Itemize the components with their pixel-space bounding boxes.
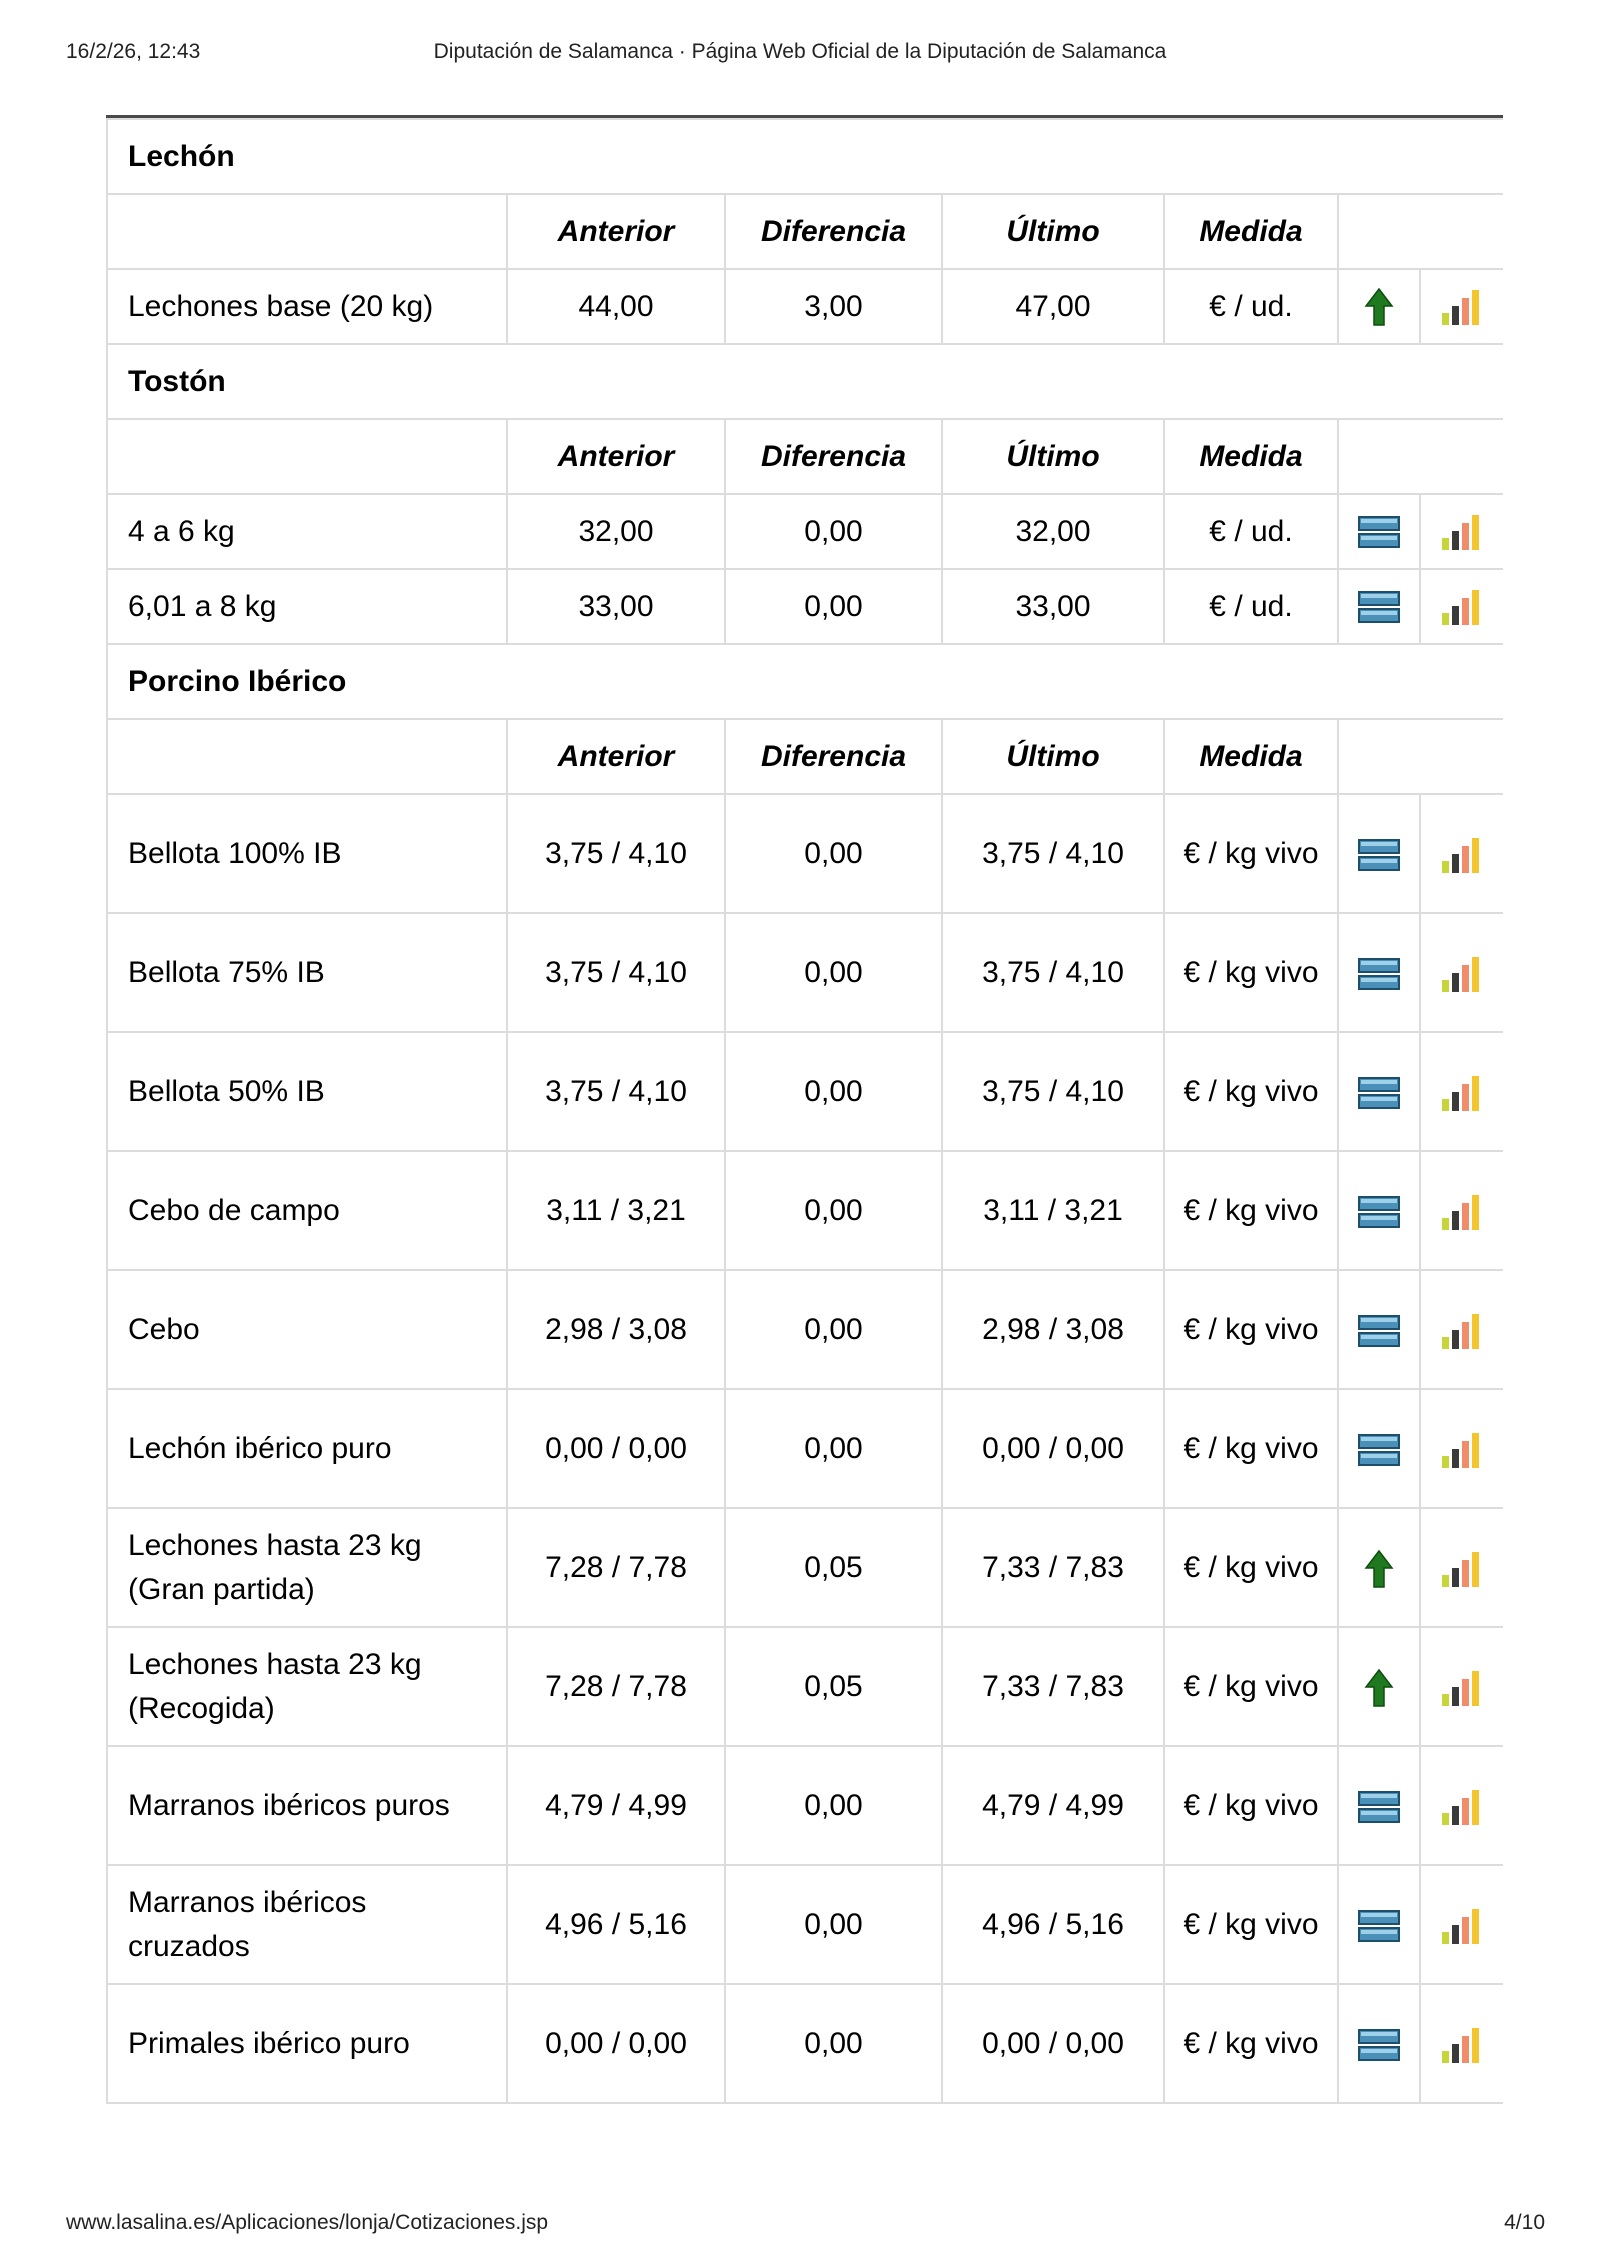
chart-link-cell[interactable] — [1420, 1389, 1503, 1508]
bar-chart-icon — [1440, 513, 1484, 551]
header-ultimo: Último — [942, 419, 1164, 494]
column-header-row — [107, 419, 1503, 494]
table-row — [107, 1508, 1503, 1627]
section-row — [107, 344, 1503, 419]
value-diferencia: 0,00 — [725, 569, 942, 644]
page-number: 4/10 — [1504, 2211, 1545, 2234]
value-anterior: 0,00 / 0,00 — [507, 1984, 725, 2103]
trend-cell — [1338, 1151, 1420, 1270]
product-name: Marranos ibéricos cruzados — [107, 1865, 507, 1984]
column-header-row — [107, 719, 1503, 794]
value-diferencia: 0,00 — [725, 1389, 942, 1508]
section-title: Lechón — [107, 119, 1503, 194]
value-medida: € / ud. — [1164, 569, 1338, 644]
header-icons-blank — [1338, 719, 1503, 794]
product-name: 6,01 a 8 kg — [107, 569, 507, 644]
trend-cell — [1338, 494, 1420, 569]
value-medida: € / kg vivo — [1164, 1865, 1338, 1984]
table-row — [107, 1151, 1503, 1270]
value-ultimo: 3,75 / 4,10 — [942, 1032, 1164, 1151]
bar-chart-icon — [1440, 955, 1484, 993]
value-ultimo: 47,00 — [942, 269, 1164, 344]
bar-chart-icon — [1440, 2026, 1484, 2064]
chart-link-cell[interactable] — [1420, 1151, 1503, 1270]
header-ultimo: Último — [942, 194, 1164, 269]
chart-link-cell[interactable] — [1420, 569, 1503, 644]
print-footer — [0, 2211, 1600, 2241]
print-url: www.lasalina.es/Aplicaciones/lonja/Cotizaciones.jsp — [66, 2211, 549, 2234]
table-row — [107, 1270, 1503, 1389]
table-row — [107, 1865, 1503, 1984]
equal-icon — [1358, 515, 1400, 549]
table-row — [107, 494, 1503, 569]
value-anterior: 7,28 / 7,78 — [507, 1508, 725, 1627]
value-ultimo: 32,00 — [942, 494, 1164, 569]
value-anterior: 32,00 — [507, 494, 725, 569]
price-table-container — [106, 115, 1503, 2148]
chart-link-cell[interactable] — [1420, 1508, 1503, 1627]
header-anterior: Anterior — [507, 719, 725, 794]
chart-link-cell[interactable] — [1420, 269, 1503, 344]
value-ultimo: 3,75 / 4,10 — [942, 913, 1164, 1032]
equal-icon — [1358, 2028, 1400, 2062]
value-ultimo: 0,00 / 0,00 — [942, 1984, 1164, 2103]
value-ultimo: 3,75 / 4,10 — [942, 794, 1164, 913]
trend-cell — [1338, 1270, 1420, 1389]
value-medida: € / kg vivo — [1164, 1508, 1338, 1627]
header-diferencia: Diferencia — [725, 719, 942, 794]
bar-chart-icon — [1440, 836, 1484, 874]
equal-icon — [1358, 590, 1400, 624]
arrow-up-icon — [1364, 287, 1394, 327]
value-diferencia: 0,00 — [725, 1865, 942, 1984]
value-medida: € / kg vivo — [1164, 1032, 1338, 1151]
chart-link-cell[interactable] — [1420, 1984, 1503, 2103]
equal-icon — [1358, 1909, 1400, 1943]
header-medida: Medida — [1164, 194, 1338, 269]
value-medida: € / kg vivo — [1164, 794, 1338, 913]
section-title: Tostón — [107, 344, 1503, 419]
header-blank — [107, 194, 507, 269]
trend-cell — [1338, 1389, 1420, 1508]
value-medida: € / kg vivo — [1164, 1746, 1338, 1865]
product-name: Marranos ibéricos puros — [107, 1746, 507, 1865]
value-diferencia: 0,00 — [725, 913, 942, 1032]
equal-icon — [1358, 957, 1400, 991]
bar-chart-icon — [1440, 288, 1484, 326]
header-medida: Medida — [1164, 419, 1338, 494]
table-row — [107, 1032, 1503, 1151]
chart-link-cell[interactable] — [1420, 1865, 1503, 1984]
trend-cell — [1338, 1032, 1420, 1151]
trend-cell — [1338, 913, 1420, 1032]
column-header-row — [107, 194, 1503, 269]
value-anterior: 3,75 / 4,10 — [507, 913, 725, 1032]
equal-icon — [1358, 1790, 1400, 1824]
chart-link-cell[interactable] — [1420, 1270, 1503, 1389]
value-medida: € / kg vivo — [1164, 1984, 1338, 2103]
table-row — [107, 269, 1503, 344]
value-ultimo: 33,00 — [942, 569, 1164, 644]
product-name: Bellota 75% IB — [107, 913, 507, 1032]
header-icons-blank — [1338, 419, 1503, 494]
table-row — [107, 1746, 1503, 1865]
equal-icon — [1358, 1433, 1400, 1467]
trend-cell — [1338, 1746, 1420, 1865]
value-anterior: 0,00 / 0,00 — [507, 1389, 725, 1508]
product-name: Lechones hasta 23 kg (Recogida) — [107, 1627, 507, 1746]
value-diferencia: 0,00 — [725, 794, 942, 913]
equal-icon — [1358, 1076, 1400, 1110]
header-blank — [107, 719, 507, 794]
value-diferencia: 0,00 — [725, 1746, 942, 1865]
table-row — [107, 1389, 1503, 1508]
header-diferencia: Diferencia — [725, 194, 942, 269]
table-row — [107, 1627, 1503, 1746]
product-name: 4 a 6 kg — [107, 494, 507, 569]
chart-link-cell[interactable] — [1420, 1627, 1503, 1746]
trend-cell — [1338, 1984, 1420, 2103]
chart-link-cell[interactable] — [1420, 913, 1503, 1032]
table-row — [107, 913, 1503, 1032]
header-diferencia: Diferencia — [725, 419, 942, 494]
value-medida: € / ud. — [1164, 494, 1338, 569]
value-anterior: 3,75 / 4,10 — [507, 794, 725, 913]
value-anterior: 2,98 / 3,08 — [507, 1270, 725, 1389]
price-table — [106, 118, 1503, 2104]
trend-cell — [1338, 569, 1420, 644]
arrow-up-icon — [1364, 1549, 1394, 1589]
header-anterior: Anterior — [507, 194, 725, 269]
product-name: Cebo — [107, 1270, 507, 1389]
value-anterior: 4,96 / 5,16 — [507, 1865, 725, 1984]
value-diferencia: 0,00 — [725, 1984, 942, 2103]
equal-icon — [1358, 1314, 1400, 1348]
header-medida: Medida — [1164, 719, 1338, 794]
value-ultimo: 0,00 / 0,00 — [942, 1389, 1164, 1508]
value-anterior: 4,79 / 4,99 — [507, 1746, 725, 1865]
table-row — [107, 794, 1503, 913]
header-icons-blank — [1338, 194, 1503, 269]
value-medida: € / kg vivo — [1164, 913, 1338, 1032]
equal-icon — [1358, 838, 1400, 872]
arrow-up-icon — [1364, 1668, 1394, 1708]
product-name: Lechones base (20 kg) — [107, 269, 507, 344]
trend-cell — [1338, 794, 1420, 913]
value-ultimo: 2,98 / 3,08 — [942, 1270, 1164, 1389]
header-anterior: Anterior — [507, 419, 725, 494]
bar-chart-icon — [1440, 1669, 1484, 1707]
print-header — [0, 40, 1600, 70]
product-name: Cebo de campo — [107, 1151, 507, 1270]
value-diferencia: 0,00 — [725, 1270, 942, 1389]
value-diferencia: 0,00 — [725, 1151, 942, 1270]
equal-icon — [1358, 1195, 1400, 1229]
section-row — [107, 644, 1503, 719]
section-row — [107, 119, 1503, 194]
product-name: Lechón ibérico puro — [107, 1389, 507, 1508]
product-name: Bellota 50% IB — [107, 1032, 507, 1151]
bar-chart-icon — [1440, 1788, 1484, 1826]
value-diferencia: 0,00 — [725, 1032, 942, 1151]
bar-chart-icon — [1440, 1431, 1484, 1469]
value-medida: € / ud. — [1164, 269, 1338, 344]
bar-chart-icon — [1440, 588, 1484, 626]
chart-link-cell[interactable] — [1420, 1746, 1503, 1865]
chart-link-cell[interactable] — [1420, 794, 1503, 913]
table-row — [107, 1984, 1503, 2103]
value-diferencia: 0,00 — [725, 494, 942, 569]
chart-link-cell[interactable] — [1420, 1032, 1503, 1151]
print-datetime: 16/2/26, 12:43 — [66, 40, 201, 63]
table-row — [107, 569, 1503, 644]
trend-cell — [1338, 269, 1420, 344]
chart-link-cell[interactable] — [1420, 494, 1503, 569]
trend-cell — [1338, 1508, 1420, 1627]
value-medida: € / kg vivo — [1164, 1627, 1338, 1746]
value-anterior: 3,11 / 3,21 — [507, 1151, 725, 1270]
value-anterior: 7,28 / 7,78 — [507, 1627, 725, 1746]
product-name: Lechones hasta 23 kg (Gran partida) — [107, 1508, 507, 1627]
value-anterior: 33,00 — [507, 569, 725, 644]
value-ultimo: 3,11 / 3,21 — [942, 1151, 1164, 1270]
product-name: Primales ibérico puro — [107, 1984, 507, 2103]
value-diferencia: 0,05 — [725, 1508, 942, 1627]
bar-chart-icon — [1440, 1907, 1484, 1945]
header-ultimo: Último — [942, 719, 1164, 794]
bar-chart-icon — [1440, 1312, 1484, 1350]
product-name: Bellota 100% IB — [107, 794, 507, 913]
value-diferencia: 0,05 — [725, 1627, 942, 1746]
value-diferencia: 3,00 — [725, 269, 942, 344]
value-medida: € / kg vivo — [1164, 1389, 1338, 1508]
value-ultimo: 7,33 / 7,83 — [942, 1627, 1164, 1746]
value-ultimo: 4,79 / 4,99 — [942, 1746, 1164, 1865]
value-ultimo: 7,33 / 7,83 — [942, 1508, 1164, 1627]
value-anterior: 44,00 — [507, 269, 725, 344]
bar-chart-icon — [1440, 1550, 1484, 1588]
trend-cell — [1338, 1627, 1420, 1746]
bar-chart-icon — [1440, 1193, 1484, 1231]
value-ultimo: 4,96 / 5,16 — [942, 1865, 1164, 1984]
print-page-title: Diputación de Salamanca · Página Web Oficial de la Diputación de Salamanca — [433, 40, 1167, 63]
header-blank — [107, 419, 507, 494]
bar-chart-icon — [1440, 1074, 1484, 1112]
value-anterior: 3,75 / 4,10 — [507, 1032, 725, 1151]
section-title: Porcino Ibérico — [107, 644, 1503, 719]
value-medida: € / kg vivo — [1164, 1270, 1338, 1389]
trend-cell — [1338, 1865, 1420, 1984]
value-medida: € / kg vivo — [1164, 1151, 1338, 1270]
